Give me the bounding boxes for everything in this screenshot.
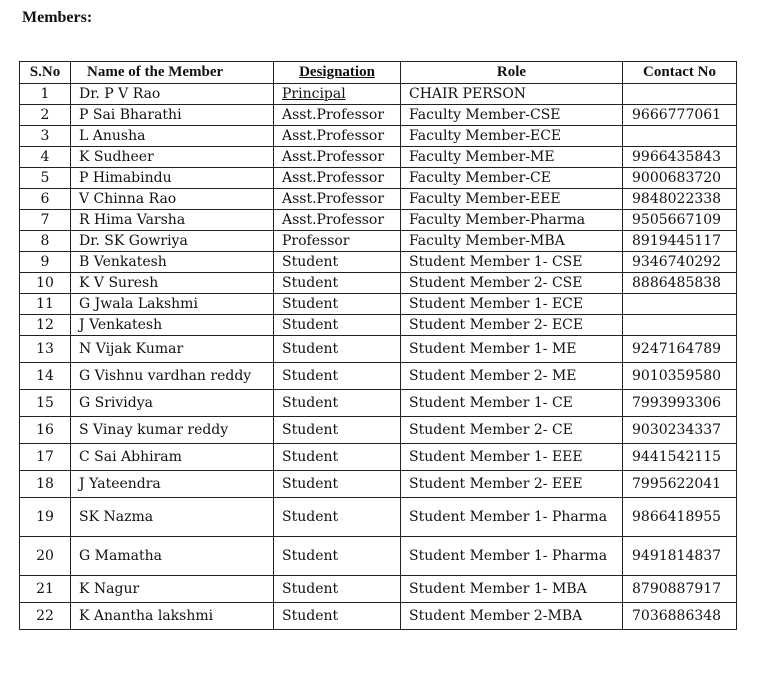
cell-role: Student Member 2- ECE: [401, 315, 623, 336]
cell-role: CHAIR PERSON: [401, 84, 623, 105]
cell-designation: Student: [274, 471, 401, 498]
cell-designation: Student: [274, 294, 401, 315]
cell-role: Faculty Member-CE: [401, 168, 623, 189]
cell-name: SK Nazma: [71, 498, 274, 537]
cell-sno: 8: [20, 231, 71, 252]
cell-role: Student Member 2- CSE: [401, 273, 623, 294]
cell-sno: 7: [20, 210, 71, 231]
cell-sno: 1: [20, 84, 71, 105]
cell-name: K Anantha lakshmi: [71, 603, 274, 630]
cell-contact: 9346740292: [623, 252, 737, 273]
cell-designation: Asst.Professor: [274, 210, 401, 231]
cell-sno: 21: [20, 576, 71, 603]
cell-contact: [623, 84, 737, 105]
cell-role: Student Member 2- EEE: [401, 471, 623, 498]
cell-contact: [623, 294, 737, 315]
cell-name: K V Suresh: [71, 273, 274, 294]
cell-designation: Asst.Professor: [274, 126, 401, 147]
cell-contact: 8919445117: [623, 231, 737, 252]
cell-role: Student Member 1- CE: [401, 390, 623, 417]
cell-name: G Srividya: [71, 390, 274, 417]
table-row: [20, 252, 737, 273]
cell-sno: 17: [20, 444, 71, 471]
table-row: [20, 105, 737, 126]
cell-name: N Vijak Kumar: [71, 336, 274, 363]
table-row: [20, 210, 737, 231]
table-row: [20, 336, 737, 363]
cell-name: P Himabindu: [71, 168, 274, 189]
table-row: [20, 147, 737, 168]
cell-contact: 9000683720: [623, 168, 737, 189]
cell-contact: 7036886348: [623, 603, 737, 630]
cell-designation: Student: [274, 417, 401, 444]
cell-name: K Nagur: [71, 576, 274, 603]
cell-designation: Student: [274, 390, 401, 417]
cell-sno: 12: [20, 315, 71, 336]
cell-role: Student Member 1- ME: [401, 336, 623, 363]
column-header-name: Name of the Member: [71, 62, 274, 84]
cell-sno: 20: [20, 537, 71, 576]
cell-role: Faculty Member-Pharma: [401, 210, 623, 231]
cell-role: Faculty Member-MBA: [401, 231, 623, 252]
cell-role: Student Member 2-MBA: [401, 603, 623, 630]
cell-name: J Venkatesh: [71, 315, 274, 336]
cell-role: Student Member 1- Pharma: [401, 498, 623, 537]
cell-sno: 3: [20, 126, 71, 147]
cell-sno: 9: [20, 252, 71, 273]
cell-name: Dr. SK Gowriya: [71, 231, 274, 252]
table-row: [20, 471, 737, 498]
cell-name: P Sai Bharathi: [71, 105, 274, 126]
cell-designation: Student: [274, 603, 401, 630]
table-row: [20, 126, 737, 147]
cell-contact: 9505667109: [623, 210, 737, 231]
cell-contact: 8886485838: [623, 273, 737, 294]
table-row: [20, 168, 737, 189]
table-row: [20, 189, 737, 210]
cell-sno: 16: [20, 417, 71, 444]
cell-sno: 2: [20, 105, 71, 126]
cell-contact: 9030234337: [623, 417, 737, 444]
cell-designation: Asst.Professor: [274, 189, 401, 210]
table-row: [20, 576, 737, 603]
cell-designation: Student: [274, 273, 401, 294]
cell-contact: 9866418955: [623, 498, 737, 537]
cell-role: Student Member 1- ECE: [401, 294, 623, 315]
cell-sno: 6: [20, 189, 71, 210]
cell-role: Student Member 1- Pharma: [401, 537, 623, 576]
table-row: [20, 84, 737, 105]
cell-contact: 7993993306: [623, 390, 737, 417]
cell-name: L Anusha: [71, 126, 274, 147]
cell-contact: 7995622041: [623, 471, 737, 498]
cell-role: Student Member 1- EEE: [401, 444, 623, 471]
cell-name: B Venkatesh: [71, 252, 274, 273]
cell-designation: Student: [274, 537, 401, 576]
cell-sno: 22: [20, 603, 71, 630]
cell-name: V Chinna Rao: [71, 189, 274, 210]
cell-designation: Professor: [274, 231, 401, 252]
cell-role: Faculty Member-ME: [401, 147, 623, 168]
cell-role: Faculty Member-CSE: [401, 105, 623, 126]
cell-contact: 9966435843: [623, 147, 737, 168]
column-header-role: Role: [401, 62, 623, 84]
cell-sno: 10: [20, 273, 71, 294]
table-row: [20, 294, 737, 315]
cell-contact: 9010359580: [623, 363, 737, 390]
column-header-designation: Designation: [274, 62, 401, 84]
cell-role: Faculty Member-ECE: [401, 126, 623, 147]
cell-designation: Student: [274, 336, 401, 363]
cell-name: S Vinay kumar reddy: [71, 417, 274, 444]
cell-name: R Hima Varsha: [71, 210, 274, 231]
cell-contact: [623, 315, 737, 336]
table-row: [20, 444, 737, 471]
cell-contact: 9491814837: [623, 537, 737, 576]
table-header-row: [20, 62, 737, 84]
cell-name: G Mamatha: [71, 537, 274, 576]
cell-designation: Student: [274, 315, 401, 336]
cell-contact: 9848022338: [623, 189, 737, 210]
cell-name: K Sudheer: [71, 147, 274, 168]
cell-sno: 4: [20, 147, 71, 168]
cell-sno: 15: [20, 390, 71, 417]
cell-designation: Asst.Professor: [274, 168, 401, 189]
cell-designation: Student: [274, 444, 401, 471]
table-row: [20, 417, 737, 444]
cell-designation: Student: [274, 363, 401, 390]
cell-sno: 11: [20, 294, 71, 315]
column-header-contact: Contact No: [623, 62, 737, 84]
cell-designation: Student: [274, 576, 401, 603]
cell-designation: Student: [274, 498, 401, 537]
cell-designation: Asst.Professor: [274, 105, 401, 126]
cell-name: J Yateendra: [71, 471, 274, 498]
cell-sno: 13: [20, 336, 71, 363]
cell-name: G Jwala Lakshmi: [71, 294, 274, 315]
table-row: [20, 363, 737, 390]
cell-contact: [623, 126, 737, 147]
cell-contact: 9441542115: [623, 444, 737, 471]
cell-name: C Sai Abhiram: [71, 444, 274, 471]
cell-sno: 19: [20, 498, 71, 537]
cell-sno: 5: [20, 168, 71, 189]
cell-contact: 9666777061: [623, 105, 737, 126]
cell-contact: 9247164789: [623, 336, 737, 363]
table-row: [20, 390, 737, 417]
cell-designation: Student: [274, 252, 401, 273]
cell-designation: Asst.Professor: [274, 147, 401, 168]
table-row: [20, 231, 737, 252]
cell-name: Dr. P V Rao: [71, 84, 274, 105]
cell-role: Student Member 1- MBA: [401, 576, 623, 603]
cell-role: Student Member 2- CE: [401, 417, 623, 444]
table-row: [20, 537, 737, 576]
column-header-sno: S.No: [20, 62, 71, 84]
table-row: [20, 315, 737, 336]
table-row: [20, 273, 737, 294]
cell-contact: 8790887917: [623, 576, 737, 603]
cell-role: Student Member 1- CSE: [401, 252, 623, 273]
members-table: [19, 61, 737, 630]
cell-sno: 18: [20, 471, 71, 498]
cell-designation: Principal: [274, 84, 401, 105]
cell-role: Faculty Member-EEE: [401, 189, 623, 210]
cell-name: G Vishnu vardhan reddy: [71, 363, 274, 390]
table-row: [20, 603, 737, 630]
section-heading: Members:: [22, 9, 93, 26]
cell-sno: 14: [20, 363, 71, 390]
cell-role: Student Member 2- ME: [401, 363, 623, 390]
table-row: [20, 498, 737, 537]
